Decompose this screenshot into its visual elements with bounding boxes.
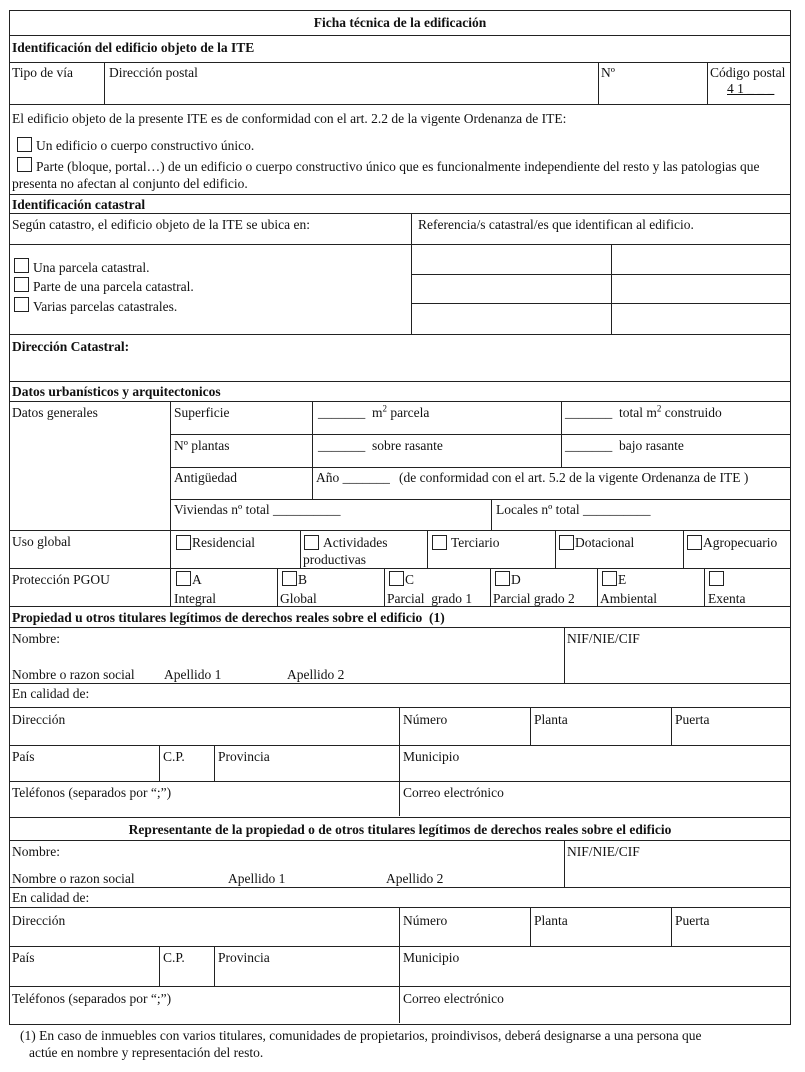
uso-terciario: Terciario — [451, 535, 500, 550]
prot-d-letter: D — [511, 572, 521, 587]
prop-cp-label: C.P. — [163, 749, 185, 764]
checkbox-residencial[interactable] — [176, 535, 191, 550]
section-heading-representante: Representante de la propiedad o de otros titulares legítimos de derechos reales sobre el edificio — [128, 822, 672, 837]
rep-razon-label: Nombre o razon social — [12, 871, 135, 886]
rep-correo-label: Correo electrónico — [403, 991, 504, 1006]
antiguedad-label: Antigüedad — [174, 470, 237, 485]
checkbox-actividades[interactable] — [304, 535, 319, 550]
prot-e-letter: E — [618, 572, 627, 587]
checkbox-edificio-unico[interactable] — [17, 137, 32, 152]
uso-agropecuario: Agropecuario — [703, 535, 778, 550]
sobre-rasante-field[interactable]: _______ sobre rasante — [318, 438, 443, 453]
codigo-postal-label: Código postal — [710, 65, 786, 80]
superficie-label: Superficie — [174, 405, 230, 420]
rep-planta-label: Planta — [534, 913, 568, 928]
checkbox-dotacional[interactable] — [559, 535, 574, 550]
footnote-line2: actúe en nombre y representación del resto. — [29, 1045, 264, 1060]
prop-provincia-label: Provincia — [218, 749, 270, 764]
uso-actividades: Actividades — [323, 535, 388, 550]
prop-nif-label: NIF/NIE/CIF — [567, 631, 640, 646]
referencia-catastral-1a[interactable] — [412, 245, 610, 274]
proteccion-label: Protección PGOU — [12, 572, 110, 587]
prop-calidad-field[interactable] — [100, 684, 789, 706]
rep-nif-field[interactable] — [565, 862, 789, 886]
rep-provincia-label: Provincia — [218, 950, 270, 965]
conformidad-text: El edificio objeto de la presente ITE es de conformidad con el art. 2.2 de la vigente Ordenanza de ITE: — [12, 111, 567, 126]
rep-nombre-label: Nombre: — [12, 844, 60, 859]
referencia-catastral-3b[interactable] — [612, 304, 789, 333]
prot-c-label: Parcial grado 1 — [387, 591, 473, 606]
rep-direccion-label: Dirección — [12, 913, 66, 928]
rep-calidad-label: En calidad de: — [12, 890, 90, 905]
prop-telefonos-label: Teléfonos (separados por “;”) — [12, 785, 172, 800]
uso-productivas: productivas — [303, 552, 366, 567]
footnote-line1: (1) En caso de inmuebles con varios titulares, comunidades de propietarios, proindivisos, deberá designarse a una persona que — [20, 1028, 702, 1043]
opt-edificio-unico: Un edificio o cuerpo constructivo único. — [36, 138, 255, 153]
ano-nota: (de conformidad con el art. 5.2 de la vigente Ordenanza de ITE ) — [399, 470, 749, 485]
prot-a-letter: A — [192, 572, 202, 587]
prop-puerta-label: Puerta — [675, 712, 710, 727]
checkbox-varias-parcelas[interactable] — [14, 297, 29, 312]
opt-parte-parcela: Parte de una parcela catastral. — [33, 279, 194, 294]
uso-dotacional: Dotacional — [575, 535, 635, 550]
rep-nombre-field[interactable] — [10, 841, 564, 886]
checkbox-prot-c[interactable] — [389, 571, 404, 586]
prot-b-label: Global — [280, 591, 317, 606]
prop-direccion-label: Dirección — [12, 712, 66, 727]
prot-e-label: Ambiental — [600, 591, 657, 606]
rep-apellido1-label: Apellido 1 — [228, 871, 286, 886]
bajo-rasante-field[interactable]: _______ bajo rasante — [565, 438, 684, 453]
referencia-catastral-1b[interactable] — [612, 245, 789, 274]
checkbox-parte-edificio[interactable] — [17, 157, 32, 172]
rep-municipio-label: Municipio — [403, 950, 460, 965]
numero-label: Nº — [601, 65, 615, 80]
rep-calidad-field[interactable] — [100, 888, 789, 906]
checkbox-una-parcela[interactable] — [14, 258, 29, 273]
tipo-via-label: Tipo de vía — [12, 65, 74, 80]
checkbox-agropecuario[interactable] — [687, 535, 702, 550]
prop-razon-label: Nombre o razon social — [12, 667, 135, 682]
prop-apellido2-label: Apellido 2 — [287, 667, 345, 682]
checkbox-prot-b[interactable] — [282, 571, 297, 586]
prot-a-label: Integral — [174, 591, 216, 606]
prot-exenta-label: Exenta — [708, 591, 746, 606]
direccion-catastral-label: Dirección Catastral: — [12, 339, 130, 354]
prop-direccion-field[interactable] — [10, 708, 399, 744]
ano-field[interactable]: Año _______ — [316, 470, 390, 485]
prot-b-letter: B — [298, 572, 308, 587]
codigo-postal-value[interactable]: 4 1 _ _ _ — [727, 81, 775, 96]
numero-field[interactable] — [599, 63, 707, 103]
rep-cp-label: C.P. — [163, 950, 185, 965]
section-heading-propiedad: Propiedad u otros titulares legítimos de derechos reales sobre el edificio (1) — [12, 610, 445, 625]
section-heading-catastral: Identificación catastral — [12, 197, 146, 212]
uso-residencial: Residencial — [192, 535, 255, 550]
rep-numero-label: Número — [403, 913, 448, 928]
prop-correo-label: Correo electrónico — [403, 785, 504, 800]
section-heading-ident: Identificación del edificio objeto de la ITE — [12, 40, 255, 55]
rep-apellido2-label: Apellido 2 — [386, 871, 444, 886]
prop-nombre-field[interactable] — [10, 628, 564, 682]
prop-pais-label: País — [12, 749, 35, 764]
direccion-postal-label: Dirección postal — [109, 65, 198, 80]
prot-c-letter: C — [405, 572, 415, 587]
uso-global-label: Uso global — [12, 534, 71, 549]
rep-telefonos-label: Teléfonos (separados por “;”) — [12, 991, 172, 1006]
prop-municipio-label: Municipio — [403, 749, 460, 764]
checkbox-prot-d[interactable] — [495, 571, 510, 586]
prop-nombre-label: Nombre: — [12, 631, 60, 646]
prop-planta-label: Planta — [534, 712, 568, 727]
datos-generales-label: Datos generales — [12, 405, 98, 420]
checkbox-parte-parcela[interactable] — [14, 277, 29, 292]
locales-field[interactable]: Locales nº total __________ — [496, 502, 651, 517]
prot-d-label: Parcial grado 2 — [493, 591, 575, 606]
total-construido-field[interactable]: _______ total $m^2$ construido — [565, 403, 722, 420]
rep-pais-label: País — [12, 950, 35, 965]
opt-varias-parcelas: Varias parcelas catastrales. — [33, 299, 178, 314]
referencia-catastral-2b[interactable] — [612, 275, 789, 303]
opt-una-parcela: Una parcela catastral. — [33, 260, 150, 275]
rep-direccion-field[interactable] — [10, 908, 399, 945]
direccion-catastral-field[interactable] — [10, 356, 789, 380]
prop-calidad-label: En calidad de: — [12, 686, 90, 701]
referencia-catastral-2a[interactable] — [412, 275, 610, 303]
checkbox-prot-a[interactable] — [176, 571, 191, 586]
segun-catastro-text: Según catastro, el edificio objeto de la ITE se ubica en: — [12, 217, 311, 232]
prop-numero-label: Número — [403, 712, 448, 727]
opt-parte-edificio-l2: presenta no afectan al conjunto del edificio. — [12, 176, 248, 191]
viviendas-field[interactable]: Viviendas nº total __________ — [174, 502, 341, 517]
n-plantas-label: Nº plantas — [174, 438, 230, 453]
section-heading-urban: Datos urbanísticos y arquitectonicos — [12, 384, 221, 399]
checkbox-prot-exenta[interactable] — [709, 571, 724, 586]
checkbox-terciario[interactable] — [432, 535, 447, 550]
referencias-text: Referencia/s catastral/es que identifican al edificio. — [418, 217, 694, 232]
prop-nif-field[interactable] — [565, 650, 789, 682]
form-title: Ficha técnica de la edificación — [313, 15, 487, 30]
checkbox-prot-e[interactable] — [602, 571, 617, 586]
rep-nif-label: NIF/NIE/CIF — [567, 844, 640, 859]
m2-parcela-field[interactable]: _______ $m^2$ parcela — [318, 403, 430, 420]
referencia-catastral-3a[interactable] — [412, 304, 610, 333]
prop-apellido1-label: Apellido 1 — [164, 667, 222, 682]
rep-puerta-label: Puerta — [675, 913, 710, 928]
opt-parte-edificio-l1: Parte (bloque, portal…) de un edificio o cuerpo constructivo único que es funcionalmente independiente del resto y las patologias que — [36, 159, 760, 174]
